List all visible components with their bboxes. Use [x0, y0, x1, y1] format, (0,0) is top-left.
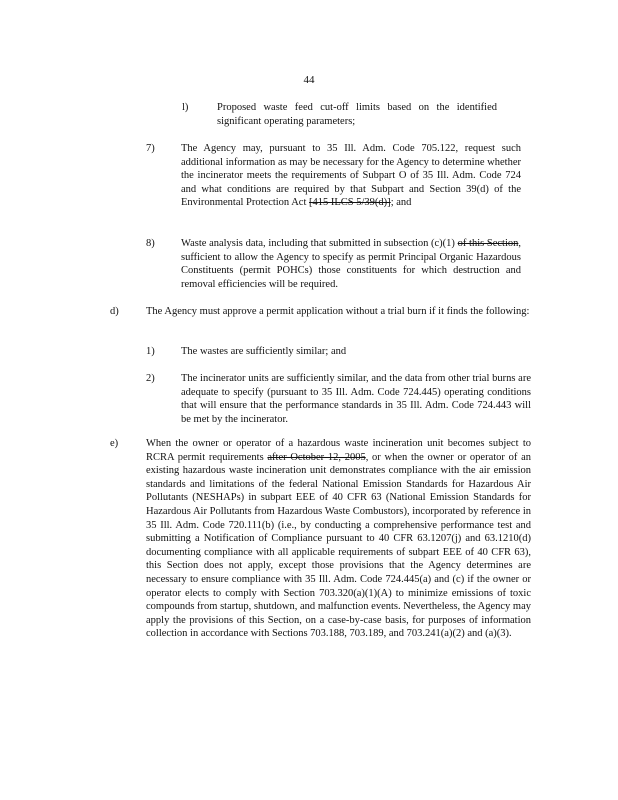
subsection-e-text: [146, 437, 531, 641]
subsection-d-2-label: 2): [146, 373, 155, 384]
subsection-7-text-a: The Agency may, pursuant to 35 Ill. Adm. Code 705.122, request such additional information as may be necessary for the Agency to determine whether the incinerator meets the requirements of Subpart O of 35 Ill. Adm. Code 724 and what conditions are required by that Subpart and Section 39(d) of the Environmental Protection Act: [181, 143, 521, 209]
subsection-d-1-text: The wastes are sufficiently similar; and: [181, 346, 347, 357]
subsection-7-struck-text: [415 ILCS 5/39(d)]: [309, 197, 391, 209]
subsection-e-text-a: When the owner or operator of a hazardous waste incineration unit becomes subject to RCRA permit requirements: [146, 438, 531, 463]
subsection-d-label: d): [110, 306, 119, 317]
subsection-8-label: 8): [146, 238, 155, 249]
subsection-8-struck-text: of this Section: [457, 238, 519, 249]
subsection-7-label: 7): [146, 143, 155, 154]
subsection-d-text: The Agency must approve a permit application without a trial burn if it finds the following:: [146, 306, 530, 317]
subsection-8-text-b: , sufficient to allow the Agency to specify as permit Principal Organic Hazardous Constituents (permit POHCs) those constituents for which destruction and removal efficiencies will be required.: [181, 238, 521, 290]
subsection-d-1-label: 1): [146, 346, 155, 357]
subsection-8-text-a: Waste analysis data, including that submitted in subsection (c)(1): [181, 238, 455, 249]
subsection-e-struck-text: after October 12, 2005: [267, 451, 366, 463]
subsection-7-text-b: ; and: [390, 197, 412, 209]
subsection-8-text: [181, 237, 521, 291]
page-number: 44: [303, 74, 315, 86]
subsection-d-2-text: The incinerator units are sufficiently similar, and the data from other trial burns are adequate to specify (pursuant to 35 Ill. Adm. Code 724.445) operating conditions that will ensure that the performance standards in 35 Ill. Adm. Code 724.443 will be met by the incinerator.: [181, 373, 531, 425]
subsection-e-label: e): [110, 438, 119, 449]
subsection-7-text: [181, 142, 521, 210]
subsection-e-text-b: , or when the owner or operator of an existing hazardous waste incineration unit demonstrates compliance with the air emission standards and limitations of the federal National Emission Standards for Hazardous Air Pollutants (NESHAPs) in subpart EEE of 40 CFR 63 (National Emission Standards for Hazardous Air Pollutants from Hazardous Waste Combustors), incorporated by reference in 35 Ill. Adm. Code 720.111(b) (i.e., by conducting a comprehensive performance test and submitting a Notification of Compliance pursuant to 40 CFR 63.1207(j) and 63.1210(d) documenting compliance with all applicable requirements of subpart EEE of 40 CFR 63), this Section does not apply, except those provisions that the Agency determines are necessary to ensure compliance with 35 Ill. Adm. Code 724.445(a) and (c) if the owner or operator elects to comply with Section 703.320(a)(1)(A) to minimize emissions of toxic compounds from startup, shutdown, and malfunction events. Nevertheless, the Agency may apply the provisions of this Section, on a case-by-case basis, for purposes of information collection in accordance with Sections 703.188, 703.189, and 703.241(a)(2) and (a)(3).: [146, 451, 531, 640]
subsection-l-label: l): [182, 102, 189, 113]
subsection-l-text: Proposed waste feed cut-off limits based on the identified significant operating parameters;: [217, 102, 497, 127]
